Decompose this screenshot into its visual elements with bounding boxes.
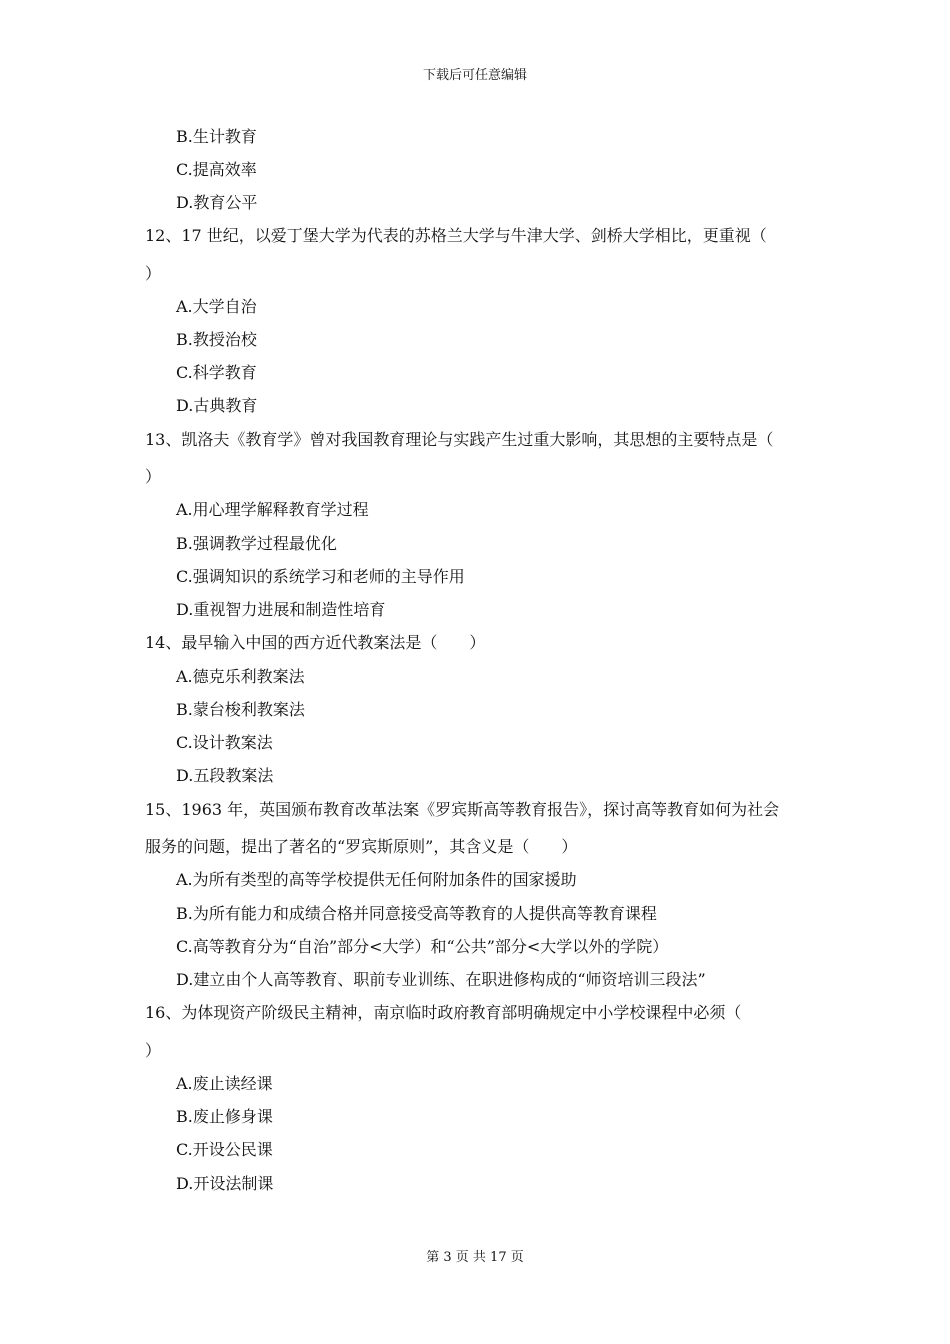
option-16-a: A.废止读经课: [176, 1074, 273, 1093]
page-footer: 第 3 页 共 17 页: [426, 1250, 524, 1265]
option-15-b: B.为所有能力和成绩合格并同意接受高等教育的人提供高等教育课程: [176, 904, 657, 923]
question-13: 13、凯洛夫《教育学》曾对我国教育理论与实践产生过重大影响，其思想的主要特点是（: [145, 430, 774, 449]
option-12-c: C.科学教育: [176, 363, 257, 382]
option-12-b: B.教授治校: [176, 330, 257, 349]
page-header: 下载后可任意编辑: [422, 68, 527, 83]
question-15-cont: 服务的问题，提出了著名的“罗宾斯原则”，其含义是（ ）: [145, 837, 578, 856]
option-15-d: D.建立由个人高等教育、职前专业训练、在职进修构成的“师资培训三段法”: [176, 970, 706, 989]
option-15-a: A.为所有类型的高等学校提供无任何附加条件的国家援助: [176, 870, 577, 889]
option-12-a: A.大学自治: [176, 297, 257, 316]
option-11-b: B.生计教育: [176, 127, 257, 146]
question-12: 12、17 世纪，以爱丁堡大学为代表的苏格兰大学与牛津大学、剑桥大学相比，更重视（: [145, 226, 767, 245]
option-13-c: C.强调知识的系统学习和老师的主导作用: [176, 567, 465, 586]
option-16-d: D.开设法制课: [176, 1174, 274, 1193]
option-12-d: D.古典教育: [176, 396, 258, 415]
question-16-cont: ）: [145, 1041, 162, 1060]
option-16-c: C.开设公民课: [176, 1140, 273, 1159]
option-15-c: C.高等教育分为“自治”部分<大学）和“公共”部分<大学以外的学院）: [176, 937, 669, 956]
option-14-d: D.五段教案法: [176, 766, 274, 785]
option-14-c: C.设计教案法: [176, 733, 273, 752]
question-12-cont: ）: [145, 264, 162, 283]
option-16-b: B.废止修身课: [176, 1107, 273, 1126]
option-13-b: B.强调教学过程最优化: [176, 534, 337, 553]
question-14: 14、最早输入中国的西方近代教案法是（ ）: [145, 633, 486, 652]
option-13-d: D.重视智力进展和制造性培育: [176, 600, 386, 619]
option-14-b: B.蒙台梭利教案法: [176, 700, 305, 719]
option-14-a: A.德克乐利教案法: [176, 667, 305, 686]
question-15: 15、1963 年，英国颁布教育改革法案《罗宾斯高等教育报告》，探讨高等教育如何为社会: [145, 800, 780, 819]
question-13-cont: ）: [145, 467, 162, 486]
option-11-c: C.提高效率: [176, 160, 257, 179]
option-13-a: A.用心理学解释教育学过程: [176, 500, 369, 519]
option-11-d: D.教育公平: [176, 193, 258, 212]
question-16: 16、为体现资产阶级民主精神，南京临时政府教育部明确规定中小学校课程中必须（: [145, 1003, 742, 1022]
